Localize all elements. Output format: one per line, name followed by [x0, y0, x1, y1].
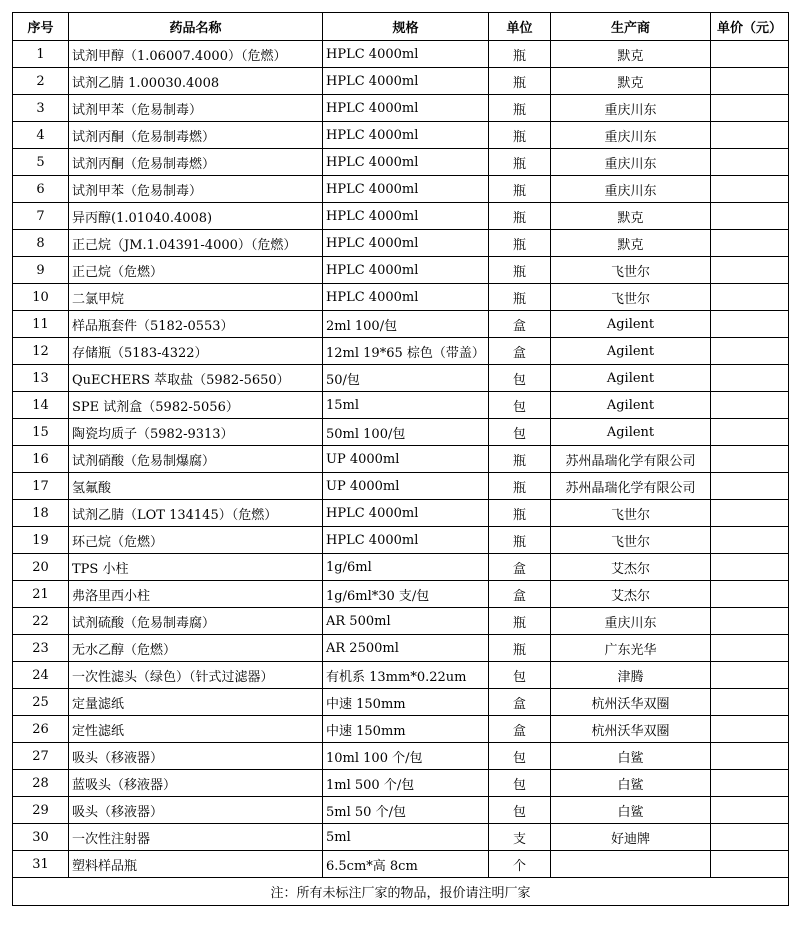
- cell-name: 试剂硫酸（危易制毒腐）: [69, 608, 323, 635]
- cell-maker: 默克: [551, 68, 711, 95]
- cell-spec: 12ml 19*65 棕色（带盖）: [323, 338, 489, 365]
- cell-no: 23: [13, 635, 69, 662]
- cell-maker: 飞世尔: [551, 527, 711, 554]
- cell-price: [711, 176, 789, 203]
- cell-spec: 中速 150mm: [323, 689, 489, 716]
- cell-price: [711, 608, 789, 635]
- cell-maker: 飞世尔: [551, 284, 711, 311]
- table-row: [13, 770, 789, 797]
- cell-name: 氢氟酸: [69, 473, 323, 500]
- table-row: [13, 68, 789, 95]
- cell-unit: 包: [489, 770, 551, 797]
- cell-no: 22: [13, 608, 69, 635]
- cell-name: 试剂甲苯（危易制毒）: [69, 176, 323, 203]
- cell-no: 9: [13, 257, 69, 284]
- cell-maker: 重庆川东: [551, 608, 711, 635]
- cell-unit: 包: [489, 419, 551, 446]
- cell-price: [711, 689, 789, 716]
- table-row: [13, 257, 789, 284]
- cell-no: 14: [13, 392, 69, 419]
- cell-name: 环己烷（危燃）: [69, 527, 323, 554]
- cell-no: 6: [13, 176, 69, 203]
- cell-spec: 5ml: [323, 824, 489, 851]
- table-row: [13, 554, 789, 581]
- header-name: 药品名称: [69, 13, 323, 41]
- header-no: 序号: [13, 13, 69, 41]
- cell-no: 3: [13, 95, 69, 122]
- table-row: [13, 41, 789, 68]
- cell-unit: 瓶: [489, 473, 551, 500]
- table-row: [13, 419, 789, 446]
- cell-price: [711, 797, 789, 824]
- cell-name: 二氯甲烷: [69, 284, 323, 311]
- cell-no: 31: [13, 851, 69, 878]
- cell-unit: 瓶: [489, 176, 551, 203]
- cell-maker: 艾杰尔: [551, 581, 711, 608]
- cell-no: 8: [13, 230, 69, 257]
- cell-name: 无水乙醇（危燃）: [69, 635, 323, 662]
- cell-price: [711, 527, 789, 554]
- cell-price: [711, 284, 789, 311]
- cell-maker: Agilent: [551, 392, 711, 419]
- table-row: [13, 122, 789, 149]
- cell-name: QuECHERS 萃取盐（5982-5650）: [69, 365, 323, 392]
- cell-price: [711, 68, 789, 95]
- cell-unit: 包: [489, 743, 551, 770]
- cell-spec: HPLC 4000ml: [323, 257, 489, 284]
- cell-name: 吸头（移液器）: [69, 743, 323, 770]
- cell-unit: 瓶: [489, 527, 551, 554]
- table-row: [13, 446, 789, 473]
- table-row: [13, 95, 789, 122]
- cell-no: 25: [13, 689, 69, 716]
- cell-price: [711, 419, 789, 446]
- cell-no: 10: [13, 284, 69, 311]
- cell-maker: Agilent: [551, 365, 711, 392]
- cell-name: 正己烷（危燃）: [69, 257, 323, 284]
- cell-unit: 瓶: [489, 230, 551, 257]
- cell-price: [711, 473, 789, 500]
- table-row: [13, 500, 789, 527]
- cell-unit: 包: [489, 365, 551, 392]
- cell-no: 12: [13, 338, 69, 365]
- cell-price: [711, 122, 789, 149]
- table-row: [13, 311, 789, 338]
- cell-spec: UP 4000ml: [323, 446, 489, 473]
- cell-price: [711, 743, 789, 770]
- table-row: [13, 176, 789, 203]
- table-row: [13, 365, 789, 392]
- cell-spec: 1ml 500 个/包: [323, 770, 489, 797]
- cell-unit: 瓶: [489, 446, 551, 473]
- cell-spec: 1g/6ml: [323, 554, 489, 581]
- cell-spec: 6.5cm*高 8cm: [323, 851, 489, 878]
- cell-name: 塑料样品瓶: [69, 851, 323, 878]
- cell-name: 存储瓶（5183-4322）: [69, 338, 323, 365]
- cell-maker: 白鲨: [551, 743, 711, 770]
- cell-maker: 津腾: [551, 662, 711, 689]
- cell-maker: Agilent: [551, 311, 711, 338]
- cell-unit: 瓶: [489, 635, 551, 662]
- cell-name: 异丙醇(1.01040.4008): [69, 203, 323, 230]
- cell-name: 一次性注射器: [69, 824, 323, 851]
- cell-name: 定量滤纸: [69, 689, 323, 716]
- cell-spec: 5ml 50 个/包: [323, 797, 489, 824]
- cell-name: 一次性滤头（绿色）（针式过滤器）: [69, 662, 323, 689]
- cell-name: 陶瓷均质子（5982-9313）: [69, 419, 323, 446]
- cell-spec: 15ml: [323, 392, 489, 419]
- cell-name: 弗洛里西小柱: [69, 581, 323, 608]
- cell-price: [711, 554, 789, 581]
- cell-maker: 白鲨: [551, 770, 711, 797]
- cell-maker: [551, 851, 711, 878]
- cell-spec: HPLC 4000ml: [323, 230, 489, 257]
- cell-no: 15: [13, 419, 69, 446]
- table-row: [13, 338, 789, 365]
- cell-maker: 苏州晶瑞化学有限公司: [551, 446, 711, 473]
- cell-maker: Agilent: [551, 338, 711, 365]
- cell-unit: 支: [489, 824, 551, 851]
- cell-price: [711, 257, 789, 284]
- cell-spec: 10ml 100 个/包: [323, 743, 489, 770]
- cell-maker: 重庆川东: [551, 149, 711, 176]
- cell-price: [711, 392, 789, 419]
- cell-no: 18: [13, 500, 69, 527]
- header-unit: 单位: [489, 13, 551, 41]
- cell-price: [711, 311, 789, 338]
- cell-maker: 杭州沃华双圈: [551, 689, 711, 716]
- cell-maker: 重庆川东: [551, 122, 711, 149]
- table-row: [13, 689, 789, 716]
- cell-maker: Agilent: [551, 419, 711, 446]
- table-row: [13, 662, 789, 689]
- cell-no: 1: [13, 41, 69, 68]
- cell-maker: 飞世尔: [551, 500, 711, 527]
- cell-spec: HPLC 4000ml: [323, 122, 489, 149]
- cell-maker: 默克: [551, 41, 711, 68]
- cell-no: 13: [13, 365, 69, 392]
- cell-price: [711, 716, 789, 743]
- cell-no: 2: [13, 68, 69, 95]
- header-price: 单价（元）: [711, 13, 789, 41]
- cell-price: [711, 635, 789, 662]
- cell-no: 27: [13, 743, 69, 770]
- cell-unit: 盒: [489, 311, 551, 338]
- cell-maker: 杭州沃华双圈: [551, 716, 711, 743]
- cell-maker: 重庆川东: [551, 176, 711, 203]
- table-row: [13, 824, 789, 851]
- cell-maker: 广东光华: [551, 635, 711, 662]
- table-row: [13, 851, 789, 878]
- cell-unit: 包: [489, 662, 551, 689]
- cell-maker: 白鲨: [551, 797, 711, 824]
- cell-name: 定性滤纸: [69, 716, 323, 743]
- cell-spec: 50/包: [323, 365, 489, 392]
- cell-name: SPE 试剂盒（5982-5056）: [69, 392, 323, 419]
- cell-spec: 中速 150mm: [323, 716, 489, 743]
- cell-no: 20: [13, 554, 69, 581]
- cell-name: 试剂甲苯（危易制毒）: [69, 95, 323, 122]
- cell-unit: 瓶: [489, 203, 551, 230]
- price-quote-sheet: [12, 12, 789, 906]
- cell-price: [711, 95, 789, 122]
- cell-spec: 50ml 100/包: [323, 419, 489, 446]
- cell-price: [711, 500, 789, 527]
- cell-no: 4: [13, 122, 69, 149]
- cell-price: [711, 338, 789, 365]
- header-spec: 规格: [323, 13, 489, 41]
- cell-spec: HPLC 4000ml: [323, 95, 489, 122]
- cell-unit: 个: [489, 851, 551, 878]
- cell-name: 吸头（移液器）: [69, 797, 323, 824]
- cell-no: 17: [13, 473, 69, 500]
- cell-spec: HPLC 4000ml: [323, 203, 489, 230]
- cell-no: 5: [13, 149, 69, 176]
- table-body: [13, 41, 789, 878]
- cell-name: 试剂乙腈 1.00030.4008: [69, 68, 323, 95]
- cell-spec: 1g/6ml*30 支/包: [323, 581, 489, 608]
- cell-unit: 瓶: [489, 608, 551, 635]
- cell-spec: AR 500ml: [323, 608, 489, 635]
- cell-no: 29: [13, 797, 69, 824]
- cell-unit: 瓶: [489, 122, 551, 149]
- table-row: [13, 392, 789, 419]
- header-row: [13, 13, 789, 41]
- table-row: [13, 635, 789, 662]
- cell-name: 蓝吸头（移液器）: [69, 770, 323, 797]
- table-row: [13, 581, 789, 608]
- cell-no: 28: [13, 770, 69, 797]
- cell-maker: 重庆川东: [551, 95, 711, 122]
- cell-name: 试剂甲醇（1.06007.4000）（危燃）: [69, 41, 323, 68]
- cell-spec: HPLC 4000ml: [323, 284, 489, 311]
- cell-unit: 盒: [489, 338, 551, 365]
- cell-unit: 瓶: [489, 500, 551, 527]
- reagent-table: [12, 12, 789, 906]
- cell-no: 26: [13, 716, 69, 743]
- cell-price: [711, 365, 789, 392]
- table-row: [13, 797, 789, 824]
- cell-maker: 默克: [551, 230, 711, 257]
- table-row: [13, 743, 789, 770]
- cell-name: 试剂丙酮（危易制毒燃）: [69, 122, 323, 149]
- cell-maker: 苏州晶瑞化学有限公司: [551, 473, 711, 500]
- table-row: [13, 608, 789, 635]
- table-row: [13, 284, 789, 311]
- cell-unit: 盒: [489, 689, 551, 716]
- cell-spec: UP 4000ml: [323, 473, 489, 500]
- cell-unit: 瓶: [489, 41, 551, 68]
- table-row: [13, 473, 789, 500]
- table-row: [13, 149, 789, 176]
- cell-spec: 2ml 100/包: [323, 311, 489, 338]
- table-row: [13, 203, 789, 230]
- header-maker: 生产商: [551, 13, 711, 41]
- cell-price: [711, 581, 789, 608]
- cell-no: 19: [13, 527, 69, 554]
- cell-unit: 瓶: [489, 95, 551, 122]
- cell-maker: 默克: [551, 203, 711, 230]
- cell-spec: HPLC 4000ml: [323, 68, 489, 95]
- cell-no: 21: [13, 581, 69, 608]
- cell-price: [711, 230, 789, 257]
- cell-spec: HPLC 4000ml: [323, 149, 489, 176]
- cell-unit: 瓶: [489, 68, 551, 95]
- cell-price: [711, 203, 789, 230]
- cell-price: [711, 662, 789, 689]
- cell-name: 试剂乙腈（LOT 134145）（危燃）: [69, 500, 323, 527]
- cell-no: 16: [13, 446, 69, 473]
- cell-price: [711, 851, 789, 878]
- cell-price: [711, 770, 789, 797]
- cell-unit: 包: [489, 797, 551, 824]
- cell-price: [711, 824, 789, 851]
- cell-no: 7: [13, 203, 69, 230]
- cell-spec: HPLC 4000ml: [323, 500, 489, 527]
- cell-spec: 有机系 13mm*0.22um: [323, 662, 489, 689]
- cell-name: 正己烷（JM.1.04391-4000）（危燃）: [69, 230, 323, 257]
- cell-spec: AR 2500ml: [323, 635, 489, 662]
- cell-unit: 盒: [489, 581, 551, 608]
- cell-unit: 包: [489, 392, 551, 419]
- cell-unit: 瓶: [489, 257, 551, 284]
- table-row: [13, 716, 789, 743]
- cell-name: 样品瓶套件（5182-0553）: [69, 311, 323, 338]
- cell-maker: 好迪牌: [551, 824, 711, 851]
- cell-name: 试剂硝酸（危易制爆腐）: [69, 446, 323, 473]
- cell-price: [711, 41, 789, 68]
- cell-maker: 艾杰尔: [551, 554, 711, 581]
- cell-unit: 瓶: [489, 284, 551, 311]
- table-row: [13, 527, 789, 554]
- table-row: [13, 230, 789, 257]
- cell-name: 试剂丙酮（危易制毒燃）: [69, 149, 323, 176]
- cell-no: 11: [13, 311, 69, 338]
- cell-unit: 盒: [489, 716, 551, 743]
- note-row: [13, 878, 789, 906]
- cell-unit: 瓶: [489, 149, 551, 176]
- cell-spec: HPLC 4000ml: [323, 527, 489, 554]
- cell-maker: 飞世尔: [551, 257, 711, 284]
- cell-no: 24: [13, 662, 69, 689]
- cell-name: TPS 小柱: [69, 554, 323, 581]
- cell-price: [711, 149, 789, 176]
- cell-no: 30: [13, 824, 69, 851]
- cell-spec: HPLC 4000ml: [323, 41, 489, 68]
- note-text: 注：所有未标注厂家的物品，报价请注明厂家: [13, 878, 789, 906]
- cell-price: [711, 446, 789, 473]
- cell-spec: HPLC 4000ml: [323, 176, 489, 203]
- cell-unit: 盒: [489, 554, 551, 581]
